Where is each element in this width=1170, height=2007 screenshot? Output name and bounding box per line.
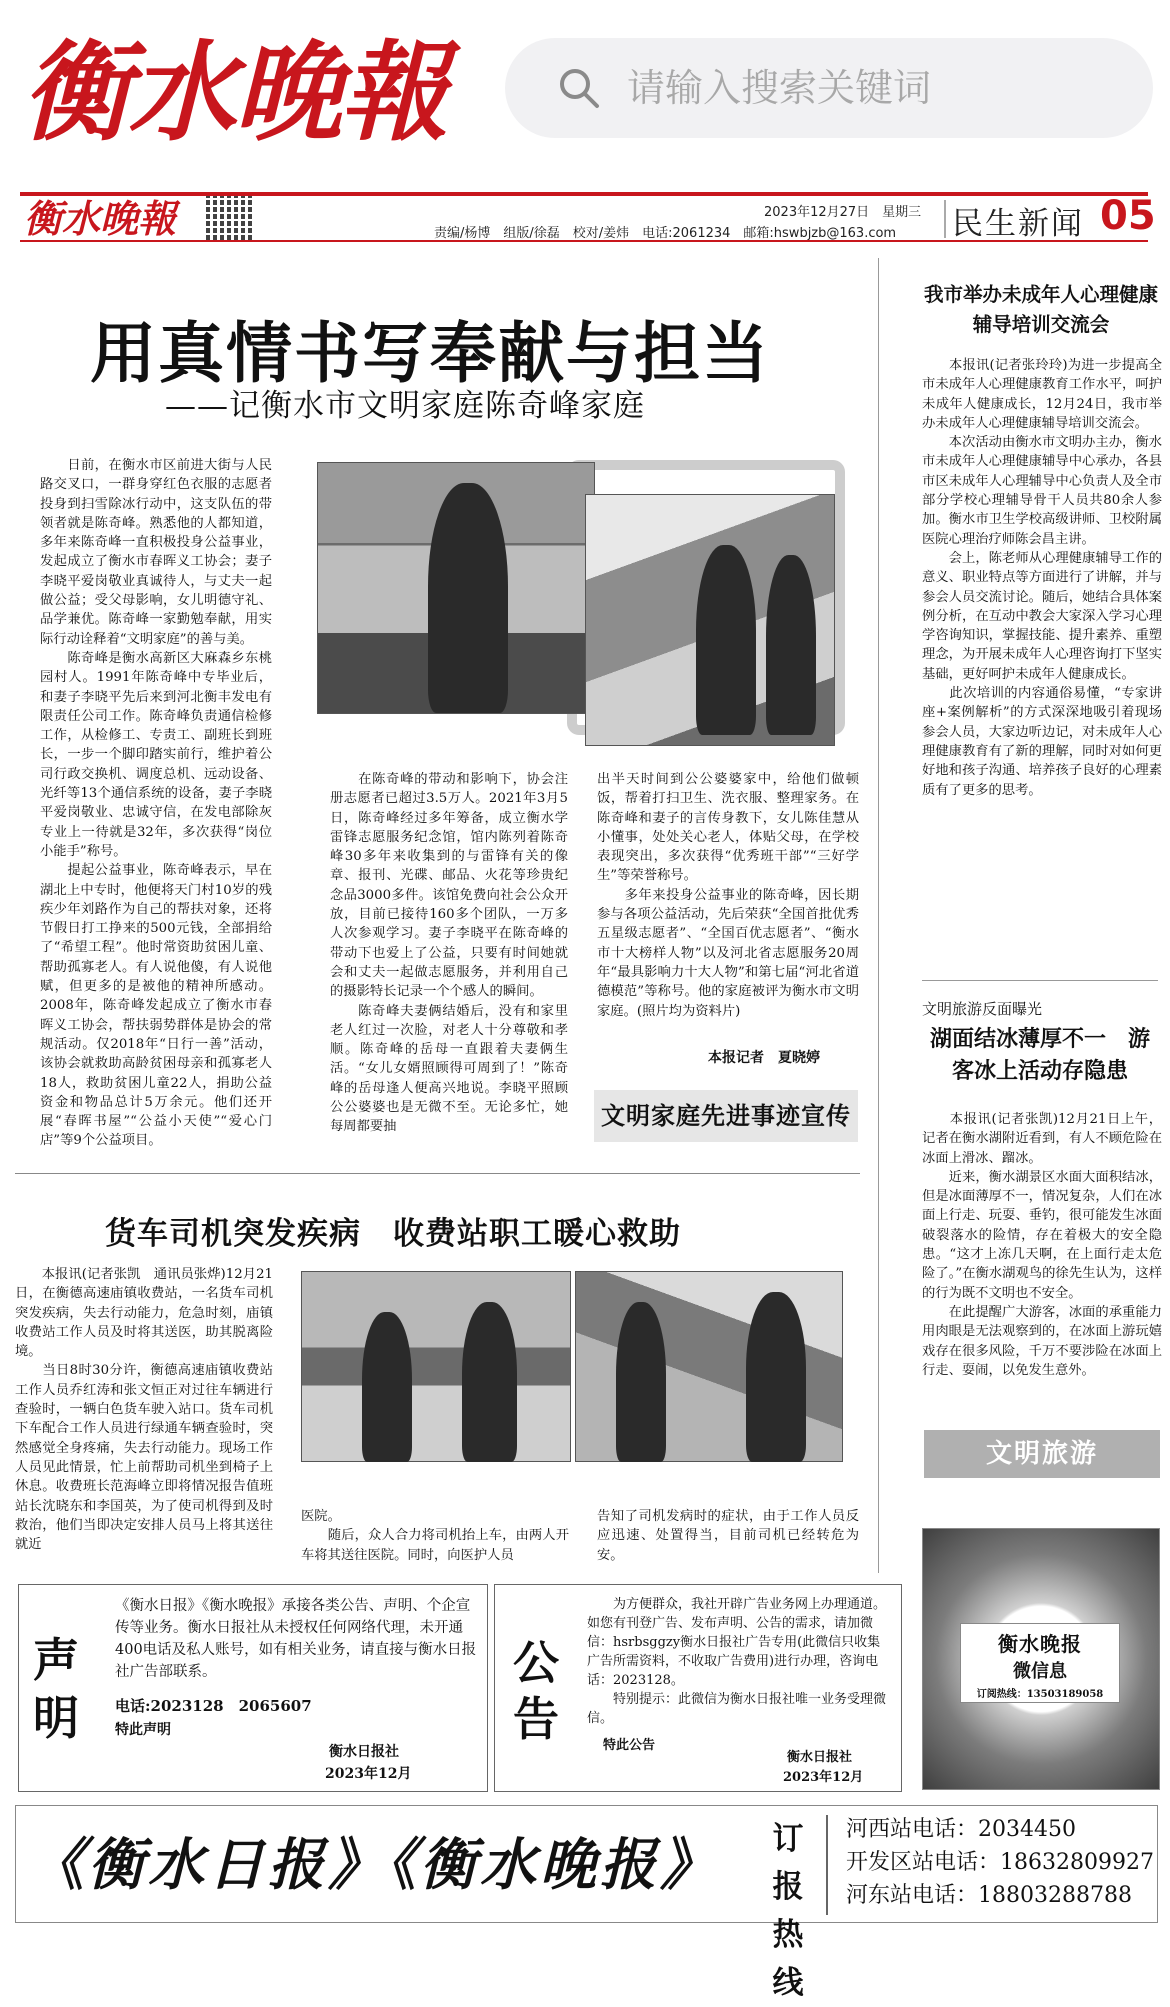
photo-volunteers — [585, 494, 835, 746]
subscription-hotline-label: 订报热线 — [772, 1821, 804, 2001]
wechat-sub: 微信息 — [1013, 1661, 1067, 1682]
right-kicker-2: 文明旅游反面曝光 — [922, 1000, 1043, 1018]
statement-phone: 电话:2023128 2065607 — [115, 1697, 312, 1715]
search-bar[interactable] — [505, 38, 1153, 138]
footer-paper-names: 《衡水日报》《衡水晚报》 — [28, 1832, 720, 1898]
main-article-col1: 日前，在衡水市区前进大街与人民路交叉口，一群身穿红色衣服的志愿者投身到扫雪除冰行动中，这支队伍的带领者就是陈奇峰。熟悉他的人都知道，多年来陈奇峰一直积极投身公益事业，发起成立了衡水市春晖义工协会；妻子李晓平爱岗敬业真诚待人，与丈夫一起做公益；受父母影响，女儿明德守礼、品学兼优。陈奇峰一家勤勉奉献，用实际行动诠释着“文明家庭”的善与美。 陈奇峰是衡水高新区大麻森乡东桃园村人。1991年陈奇峰中专毕业后，和妻子李晓平先后来到河北衡丰发电有限责任公司工作。陈奇峰负责通信检修工作，从检修工、专责工、副班长到班长，一步一个脚印踏实前行，维护着公司行政交换机、调度总机、远动设备、光纤等13个通信系统的设备，妻子李晓平爱岗敬业、忠诚守信，在发电部除灰专业上一待就是32年，多次获得“岗位小能手”称号。 提起公益事业，陈奇峰表示，早在湖北上中专时，他便将天门村10岁的残疾少年刘路作为自己的帮扶对象，还将节假日打工挣来的500元钱，全部捐给了“希望工程”。他时常资助贫困儿童、帮助孤寡老人。有人说他傻，有人说他赋，但更多的是被他的精神所感动。2008年，陈奇峰发起成立了衡水市春晖义工协会，帮扶弱势群体是协会的常规活动。仅2018年“日行一善”活动，该协会就救助高龄贫困母亲和孤寡老人18人，救助贫困儿童22人，捐助公益资金和物品总计5万余元。他们还开展“春晖书屋”“公益小天使”“爱心门店”等9个公益项目。 — [40, 458, 272, 1149]
photo-toll-staff — [301, 1271, 571, 1462]
announcement-notice — [494, 1584, 902, 1792]
main-article-col3: 出半天时间到公公婆婆家中，给他们做顿饭，帮着打扫卫生、洗衣服、整理家务。在陈奇峰和妻子的言传身教下，女儿陈佳慧从小懂事，处处关心老人，体贴父母，在学校表现突出，多次获得“优秀班干部”“三好学生”等荣誉称号。 多年来投身公益事业的陈奇峰，因长期参与各项公益活动，先后荣获“全国首批优秀五星级志愿者”、“全国百优志愿者”、“衡水市十大榜样人物”以及河北省志愿服务20周年“最具影响力十大人物”和第七届“河北省道德模范”等称号。他的家庭被评为衡水市文明家庭。(照片均为资料片) — [597, 772, 859, 1019]
column-divider — [878, 258, 879, 1573]
story2-headline: 货车司机突发疾病 收费站职工暖心救助 — [105, 1216, 681, 1252]
search-input[interactable] — [627, 66, 1147, 110]
main-subhead: ——记衡水市文明家庭陈奇峰家庭 — [165, 388, 645, 424]
right-headline-2: 湖面结冰薄厚不一 游客冰上活动存隐患 — [929, 1026, 1150, 1084]
wechat-name: 衡水晚报 — [998, 1632, 1082, 1656]
story2-col3: 告知了司机发病时的症状，由于工作人员反应迅速、处置得当，目前司机已经转危为安。 — [597, 1509, 859, 1563]
masthead-divider — [944, 200, 946, 238]
masthead-logo: 衡水晚報 — [24, 196, 177, 241]
wechat-tel: 订阅热线：13503189058 — [976, 1689, 1104, 1700]
brand-logo[interactable]: 衡水晚報 — [22, 30, 447, 156]
announcement-sign: 特此公告 — [603, 1738, 656, 1753]
statement-sign: 特此声明 — [115, 1722, 171, 1738]
hotline-hedong: 河东站电话：18803288788 — [846, 1883, 1132, 1908]
footer-divider — [826, 1815, 828, 1915]
issue-date: 2023年12月27日 星期三 — [764, 205, 922, 220]
hotline-hexi: 河西站电话：2034450 — [846, 1817, 1076, 1842]
section-title: 民生新闻 — [952, 206, 1084, 242]
photo-hospital — [575, 1271, 843, 1462]
statement-title: 声明 — [33, 1633, 79, 1745]
announcement-org: 衡水日报社 — [787, 1750, 853, 1765]
statement-text: 《衡水日报》《衡水晚报》承接各类公告、声明、个企宣传等业务。衡水日报社从未授权任何网络代理，未开通400电话及私人账号，如有相关业务，请直接与衡水日报社广告部联系。 — [115, 1598, 477, 1680]
hotline-kaifaqu: 开发区站电话：18632809927 — [846, 1850, 1154, 1875]
photo-museum — [317, 462, 595, 714]
section-divider — [15, 1173, 860, 1174]
statement-notice — [18, 1584, 488, 1792]
announcement-text: 为方便群众，我社开辟广告业务网上办理通道。如您有刊登广告、发布声明、公告的需求，请加微信：hsrbsggzy衡水日报社广告专用(此微信只收集广告所需资料，不收取广告费用)进行办理，咨询电话：2023128。 特别提示：此微信为衡水日报社唯一业务受理微信。 — [587, 1597, 887, 1726]
story2-col1: 本报讯(记者张凯 通讯员张烨)12月21日，在衡德高速庙镇收费站，一名货车司机突发疾病，失去行动能力，危急时刻，庙镇收费站工作人员及时将其送医，助其脱离险境。 当日8时30分许，衡德高速庙镇收费站工作人员乔红涛和张文恒正对过往车辆进行查验时，一辆白色货车驶入站口。货车司机下车配合工作人员进行绿通车辆查验时，突然感觉全身疼痛，失去行动能力。现场工作人员见此情景，忙上前帮助司机坐到椅子上休息。收费班长范海峰立即将情况报告值班站长沈晓东和李国英，为了使司机得到及时救治，他们当即决定安排人员马上将其送往就近 — [15, 1267, 273, 1553]
staff-credits: 责编/杨博 组版/徐磊 校对/姜炜 电话:2061234 邮箱:hswbjzb@163.com — [434, 226, 897, 241]
right-divider — [922, 980, 1158, 981]
main-headline: 用真情书写奉献与担当 — [90, 314, 770, 392]
statement-org: 衡水日报社 — [329, 1744, 399, 1760]
right-headline-1: 我市举办未成年人心理健康辅导培训交流会 — [923, 283, 1158, 336]
right-article-2: 本报讯(记者张凯)12月21日上午，记者在衡水湖附近看到，有人不顾危险在冰面上滑冰、蹓冰。 近来，衡水湖景区水面大面积结冰，但是冰面薄厚不一，情况复杂，人们在冰面上行走、玩耍、垂钓，很可能发生冰面破裂落水的险情，存在着极大的安全隐患。“这才上冻几天啊，在上面行走太危险了。”在衡水湖观鸟的徐先生认为，这样的行为既不文明也不安全。 在此提醒广大游客，冰面的承重能力用肉眼是无法观察到的，在冰面上游玩嬉戏存在很多风险，千万不要涉险在冰面上行走、耍闹，以免发生意外。 — [922, 1112, 1162, 1378]
statement-date: 2023年12月 — [325, 1766, 412, 1782]
main-article-col2: 在陈奇峰的带动和影响下，协会注册志愿者已超过3.5万人。2021年3月5日，陈奇峰经过多年筹备，成立衡水学雷锋志愿服务纪念馆，馆内陈列着陈奇峰30多年来收集到的与雷锋有关的像章、报刊、光碟、邮品、火花等珍贵纪念品3000多件。该馆免费向社会公众开放，目前已接待160多个团队，一万多人次参观学习。妻子李晓平在陈奇峰的带动下也爱上了公益，只要有时间她就会和丈夫一起做志愿服务，并利用自己的摄影特长记录一个个感人的瞬间。 陈奇峰夫妻俩结婚后，没有和家里老人红过一次脸，对老人十分尊敬和孝顺。陈奇峰的岳母一直跟着夫妻俩生活。“女儿女婿照顾得可周到了！”陈奇峰的岳母逢人便高兴地说。李晓平照顾公公婆婆也是无微不至。无论多忙，她每周都要抽 — [330, 772, 568, 1135]
right-article-1: 本报讯(记者张玲玲)为进一步提高全市未成年人心理健康教育工作水平，呵护未成年人健康成长，12月24日，我市举办未成年人心理健康辅导培训交流会。 本次活动由衡水市文明办主办，衡水市未成年人心理健康辅导中心承办，各县市区未成年人心理辅导中心负责人及全市部分学校心理辅导骨干人员共80余人参加。衡水市卫生学校高级讲师、卫校附属医院心理治疗师陈会昌主讲。 会上，陈老师从心理健康辅导工作的意义、职业特点等方面进行了讲解，并与参会人员交流讨论。随后，她结合具体案例分析，在互动中教会大家深入学习心理学咨询知识，掌握技能、提升素养、重塑理念，为开展未成年人心理咨询打下坚实基础，更好呵护未成年人健康成长。 此次培训的内容通俗易懂，“专家讲座+案例解析”的方式深深地吸引着现场参会人员，大家边听边记，对未成年人心理健康教育有了新的理解，同时对如何更好地和孩子沟通、培养孩子良好的心理素质有了更多的思考。 — [922, 358, 1162, 798]
announcement-title: 公告 — [513, 1636, 559, 1746]
announcement-date: 2023年12月 — [783, 1770, 864, 1785]
wechat-promo-box — [960, 1623, 1120, 1703]
search-icon[interactable] — [557, 66, 601, 110]
page-number: 05 — [1100, 193, 1156, 239]
qr-code-icon — [206, 196, 252, 240]
column-tag-travel: 文明旅游 — [924, 1430, 1160, 1478]
story2-col2: 医院。 随后，众人合力将司机抬上车，由两人开车将其送往医院。同时，向医护人员 — [301, 1509, 569, 1563]
reporter-credit: 本报记者 夏晓婷 — [708, 1050, 820, 1066]
column-tag: 文明家庭先进事迹宣传 — [594, 1090, 858, 1142]
